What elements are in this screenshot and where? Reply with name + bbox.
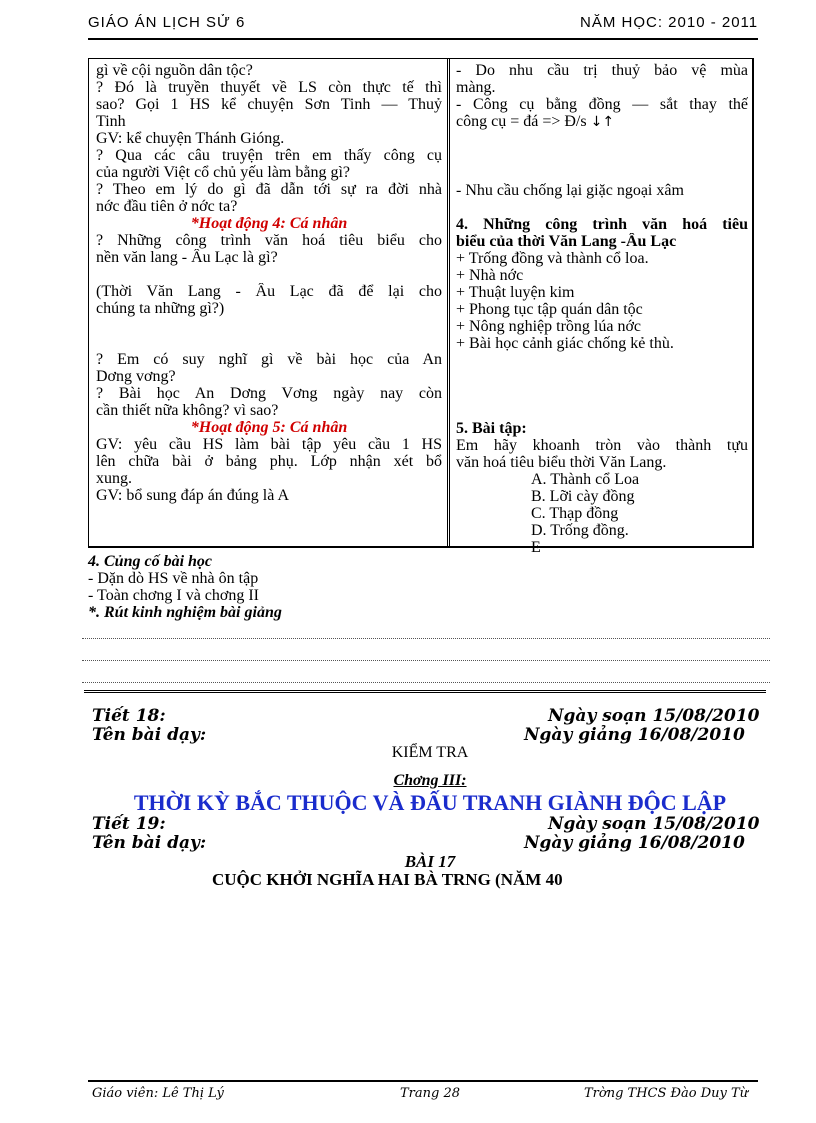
left-line: sao? Gọi 1 HS kể chuyện Sơn Tinh — Thuỷ [96, 96, 442, 113]
right-line [456, 352, 748, 369]
left-line: gì về cội nguồn dân tộc? [96, 62, 253, 79]
lesson19-lesson-number: BÀI 17 [404, 852, 456, 871]
left-line: GV: kể chuyện Thánh Gióng. [96, 130, 285, 147]
left-line: xung. [96, 470, 132, 487]
right-line: - Do nhu cầu trị thuỷ bảo vệ mùa [456, 62, 748, 79]
left-line: ? Những công trình văn hoá tiêu biểu cho [96, 232, 442, 249]
activity-heading: *Hoạt động 4: Cá nhân [190, 215, 348, 232]
right-line: + Nhà nớc [456, 267, 524, 284]
left-line: ? Bài học An Dơng Vơng ngày nay còn [96, 385, 442, 402]
lesson19-title: CUỘC KHỞI NGHĨA HAI BÀ TRNG (NĂM 40 [212, 870, 563, 889]
lesson19-teach-date: Ngày giảng 16/08/2010 [524, 833, 745, 853]
lesson18-topic-label: Tên bài dạy: [92, 725, 207, 745]
right-line: + Trống đồng và thành cổ loa. [456, 250, 649, 267]
right-line: A. Thành cổ Loa [531, 471, 640, 488]
table-left-column [96, 62, 442, 504]
dotted-line [82, 638, 770, 639]
left-line: cần thiết nữa không? vì sao? [96, 402, 279, 419]
left-line: của người Việt cổ chủ yếu làm bằng gì? [96, 164, 351, 181]
lesson18-teach-date: Ngày giảng 16/08/2010 [524, 725, 745, 745]
left-line: nớc đầu tiên ở nớc ta? [96, 198, 238, 215]
left-line: ? Qua các câu truyện trên em thấy công cụ [96, 147, 442, 164]
header-school-year: NĂM HỌC: 2010 - 2011 [580, 14, 759, 31]
header-rule [88, 38, 758, 40]
right-line: + Nông nghiệp trồng lúa nớc [456, 318, 642, 335]
right-line: công cụ = đá => Đ/s ↓↑ [456, 113, 615, 130]
consolidation-item: - Dặn dò HS về nhà ôn tập [88, 570, 259, 587]
consolidation-section [88, 553, 688, 621]
right-line: + Phong tục tập quán dân tộc [456, 301, 643, 318]
right-line: + Thuật luyện kim [456, 284, 575, 301]
chapter-title: THỜI KỲ BẮC THUỘC VÀ ĐẤU TRANH GIÀNH ĐỘC LẬP [133, 790, 727, 815]
left-line: ? Theo em lý do gì đã dẫn tới sự ra đời nhà [96, 181, 442, 198]
left-line: lên chữa bài ở bảng phụ. Lớp nhận xét bổ [96, 453, 442, 470]
lesson19-period: Tiết 19: [92, 814, 166, 834]
left-line: ? Đó là truyền thuyết về LS còn thực tế thì [96, 79, 442, 96]
table-right-column [456, 62, 748, 556]
header-subject: GIÁO ÁN LỊCH SỬ 6 [88, 14, 246, 31]
right-line: E [531, 539, 541, 556]
up-down-arrow-icon: ↓↑ [590, 114, 615, 130]
consolidation-title: 4. Củng cố bài học [88, 553, 213, 570]
lesson19-topic-label: Tên bài dạy: [92, 833, 207, 853]
right-line: màng. [456, 79, 496, 96]
lesson18-period: Tiết 18: [92, 706, 166, 726]
activity-heading: *Hoạt động 5: Cá nhân [190, 419, 348, 436]
right-line [456, 131, 748, 148]
right-line: biểu của thời Văn Lang -Âu Lạc [456, 233, 677, 250]
left-line: chúng ta những gì?) [96, 300, 225, 317]
right-line [456, 165, 748, 182]
right-line: văn hoá tiêu biểu thời Văn Lang. [456, 454, 667, 471]
left-line: Dơng vơng? [96, 368, 176, 385]
dotted-line [82, 682, 770, 683]
section-divider [84, 690, 766, 696]
right-line: 5. Bài tập: [456, 420, 527, 437]
lesson19-prep-date: Ngày soạn 15/08/2010 [548, 814, 760, 834]
footer-school: Trờng THCS Đào Duy Từ [584, 1086, 749, 1101]
right-line [456, 403, 748, 420]
lesson18-prep-date: Ngày soạn 15/08/2010 [548, 706, 760, 726]
left-line: Tinh [96, 113, 126, 130]
left-line: nền văn lang - Âu Lạc là gì? [96, 249, 278, 266]
footer-rule [88, 1080, 758, 1082]
right-line: 4. Những công trình văn hoá tiêu [456, 216, 748, 233]
footer-teacher: Giáo viên: Lê Thị Lý [92, 1086, 224, 1101]
experience-heading: *. Rút kinh nghiệm bài giảng [88, 604, 282, 621]
right-line [456, 199, 748, 216]
table-column-divider [447, 58, 450, 548]
right-line: B. Lỡi cày đồng [531, 488, 635, 505]
consolidation-item: - Toàn chơng I và chơng II [88, 587, 260, 604]
right-line: + Bài học cảnh giác chống kẻ thù. [456, 335, 674, 352]
dotted-line [82, 660, 770, 661]
right-line [456, 148, 748, 165]
right-line [456, 386, 748, 403]
footer-page-number: Trang 28 [400, 1086, 461, 1101]
left-line [96, 317, 442, 334]
right-line: Em hãy khoanh tròn vào thành tựu [456, 437, 748, 454]
left-line: GV: yêu cầu HS làm bài tập yêu cầu 1 HS [96, 436, 442, 453]
left-line [96, 334, 442, 351]
left-line: ? Em có suy nghĩ gì về bài học của An [96, 351, 442, 368]
left-line: (Thời Văn Lang - Âu Lạc đã để lại cho [96, 283, 442, 300]
chapter-label: Chơng III: [393, 772, 467, 789]
right-line: D. Trống đồng. [531, 522, 629, 539]
left-line [96, 266, 442, 283]
left-line: GV: bổ sung đáp án đúng là A [96, 487, 290, 504]
lesson18-title: KIỂM TRA [391, 744, 469, 761]
right-line [456, 369, 748, 386]
right-line: - Nhu cầu chống lại giặc ngoại xâm [456, 182, 684, 199]
right-line: C. Thạp đồng [531, 505, 619, 522]
right-line: - Công cụ bằng đồng — sắt thay thế [456, 96, 748, 113]
